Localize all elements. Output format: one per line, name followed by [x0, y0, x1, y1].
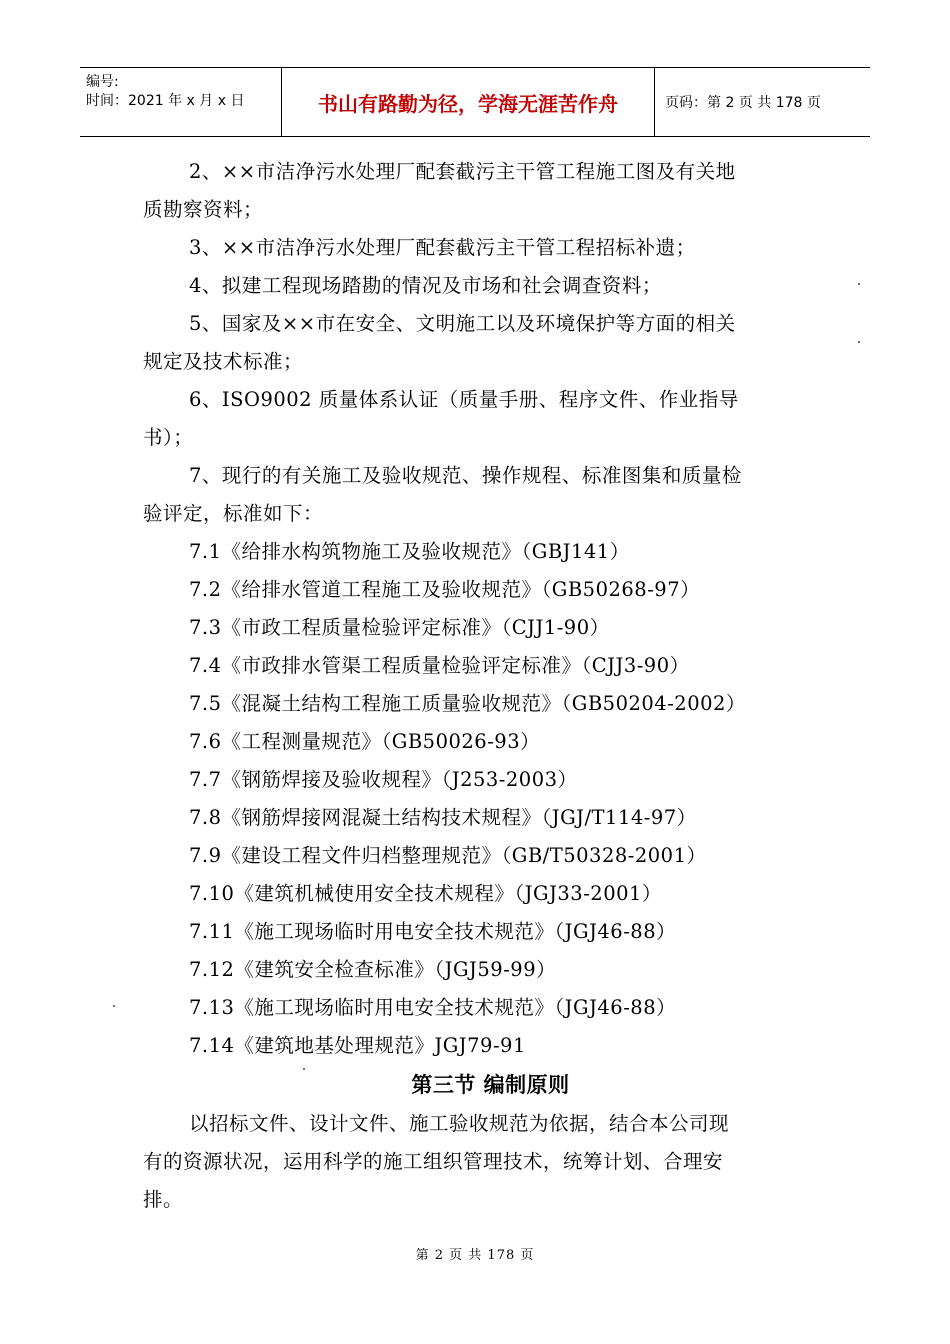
header-motto: 书山有路勤为径，学海无涯苦作舟 — [282, 68, 655, 136]
document-body — [143, 153, 808, 1219]
standard-item: 7.3《市政工程质量检验评定标准》（CJJ1-90） — [189, 616, 610, 639]
standard-item: 7.12《建筑安全检查标准》（JGJ59-99） — [189, 958, 557, 981]
text-line: 3、××市洁净污水处理厂配套截污主干管工程招标补遗； — [189, 236, 696, 259]
text-line: 4、拟建工程现场踏勘的情况及市场和社会调查资料； — [189, 274, 662, 297]
standard-item: 7.11《施工现场临时用电安全技术规范》（JGJ46-88） — [189, 920, 677, 943]
scan-speck — [858, 283, 860, 285]
header-page-label: 页码：第 2 页 共 178 页 — [665, 95, 821, 111]
page-footer: 第 2 页 共 178 页 — [415, 1248, 535, 1263]
standard-item: 7.13《施工现场临时用电安全技术规范》（JGJ46-88） — [189, 996, 677, 1019]
section-heading: 第三节 编制原则 — [411, 1073, 570, 1097]
paragraph-line: 排。 — [143, 1188, 184, 1211]
paragraph-line: 以招标文件、设计文件、施工验收规范为依据，结合本公司现 — [189, 1112, 730, 1135]
standard-item: 7.7《钢筋焊接及验收规程》（J253-2003） — [189, 768, 578, 791]
standard-item: 7.2《给排水管道工程施工及验收规范》（GB50268-97） — [189, 578, 701, 601]
scan-speck — [113, 1005, 115, 1007]
page-header — [80, 67, 870, 137]
standard-item: 7.5《混凝土结构工程施工质量验收规范》（GB50204-2002） — [189, 692, 746, 715]
time-label: 时间：2021 年 x 月 x 日 — [86, 93, 245, 109]
text-line: 5、国家及××市在安全、文明施工以及环境保护等方面的相关 — [189, 312, 736, 335]
standard-item: 7.8《钢筋焊接网混凝土结构技术规程》（JGJ/T114-97） — [189, 806, 697, 829]
text-line: 书）； — [143, 426, 194, 449]
standard-item: 7.10《建筑机械使用安全技术规程》（JGJ33-2001） — [189, 882, 662, 905]
text-line: 规定及技术标准； — [143, 350, 304, 373]
standard-item: 7.4《市政排水管渠工程质量检验评定标准》（CJJ3-90） — [189, 654, 690, 677]
text-line: 质勘察资料； — [143, 198, 264, 221]
text-line: 验评定，标准如下： — [143, 502, 324, 525]
number-label: 编号: — [86, 74, 119, 90]
text-line: 2、××市洁净污水处理厂配套截污主干管工程施工图及有关地 — [189, 160, 736, 183]
standard-item: 7.14《建筑地基处理规范》JGJ79-91 — [189, 1034, 526, 1057]
scan-speck — [303, 1068, 305, 1070]
paragraph-line: 有的资源状况，运用科学的施工组织管理技术，统筹计划、合理安 — [143, 1150, 724, 1173]
text-line: 6、ISO9002 质量体系认证（质量手册、程序文件、作业指导 — [189, 388, 739, 411]
scan-speck — [858, 341, 860, 343]
header-meta — [80, 68, 282, 136]
standard-item: 7.1《给排水构筑物施工及验收规范》（GBJ141） — [189, 540, 630, 563]
standard-item: 7.6《工程测量规范》（GB50026-93） — [189, 730, 541, 753]
standard-item: 7.9《建设工程文件归档整理规范》（GB/T50328-2001） — [189, 844, 707, 867]
text-line: 7、现行的有关施工及验收规范、操作规程、标准图集和质量检 — [189, 464, 742, 487]
